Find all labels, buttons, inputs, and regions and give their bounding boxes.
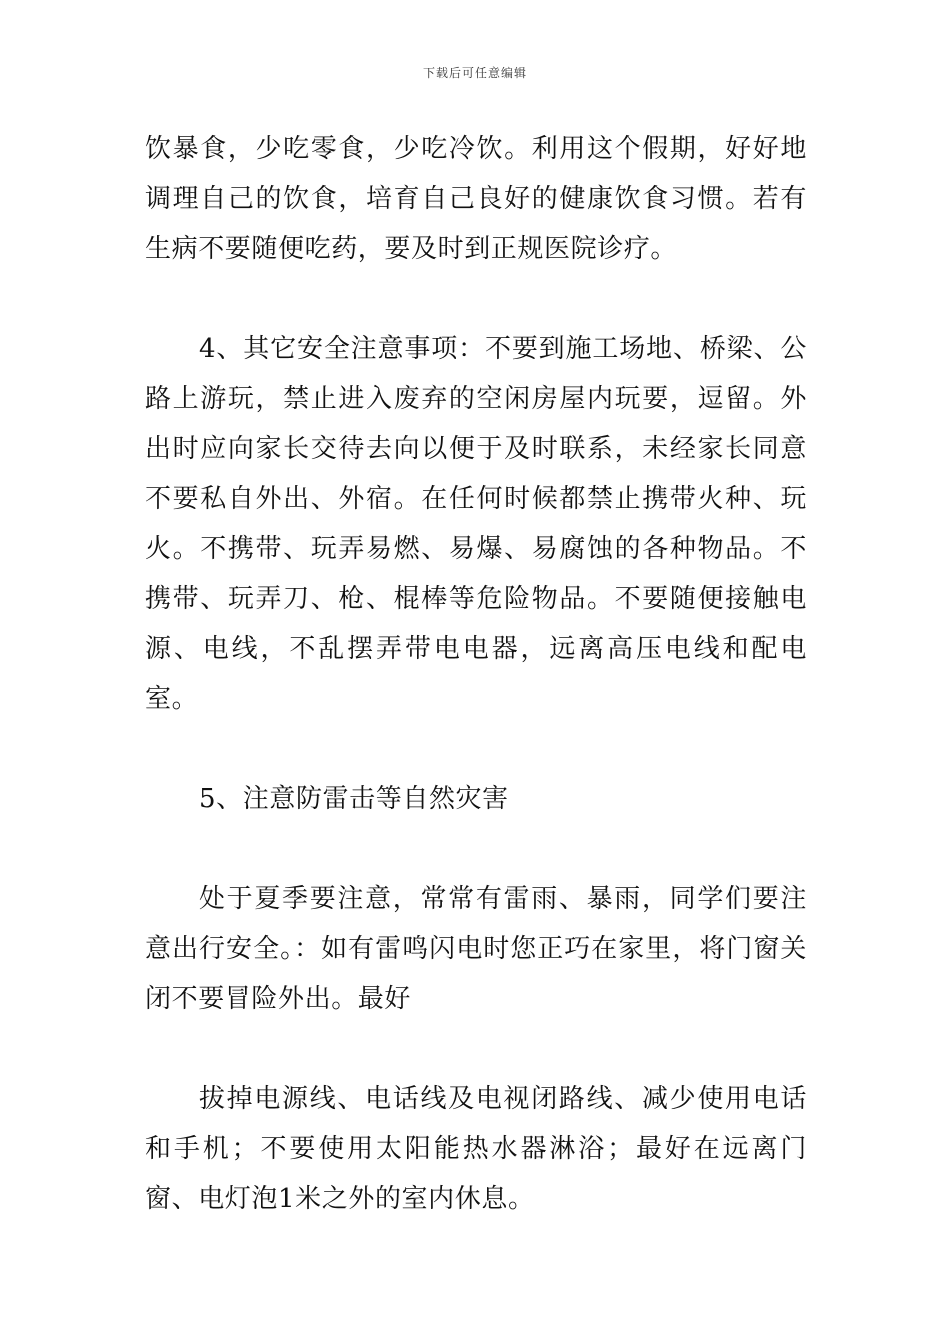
- paragraph-gap: [145, 274, 807, 324]
- paragraph-other-safety: 4、其它安全注意事项：不要到施工场地、桥梁、公路上游玩，禁止进入废弃的空闲房屋内玩要，逗留。外出时应向家长交待去向以便于及时联系，未经家长同意不要私自外出、外宿。在任何时候都禁止携带火种、玩火。不携带、玩弄易燃、易爆、易腐蚀的各种物品。不携带、玩弄刀、枪、棍棒等危险物品。不要随便接触电源、电线，不乱摆弄带电电器，远离高压电线和配电室。: [145, 334, 807, 714]
- section-heading-lightning: 5、注意防雷击等自然灾害: [199, 784, 509, 814]
- paragraph-lightning-tips: 拔掉电源线、电话线及电视闭路线、减少使用电话和手机；不要使用太阳能热水器淋浴；最好在远离门窗、电灯泡1米之外的室内休息。: [145, 1084, 807, 1214]
- paragraph-gap: [145, 724, 807, 774]
- paragraph-gap: [145, 1024, 807, 1074]
- paragraph-summer-storms: 处于夏季要注意，常常有雷雨、暴雨，同学们要注意出行安全。：如有雷鸣闪电时您正巧在家里，将门窗关闭不要冒险外出。最好: [145, 884, 807, 1014]
- page-header: 下载后可任意编辑: [422, 66, 527, 80]
- document-body: [145, 124, 807, 1224]
- paragraph-gap: [145, 824, 807, 874]
- paragraph-diet: 饮暴食，少吃零食，少吃冷饮。利用这个假期，好好地调理自己的饮食，培育自己良好的健康饮食习惯。若有生病不要随便吃药，要及时到正规医院诊疗。: [145, 134, 807, 264]
